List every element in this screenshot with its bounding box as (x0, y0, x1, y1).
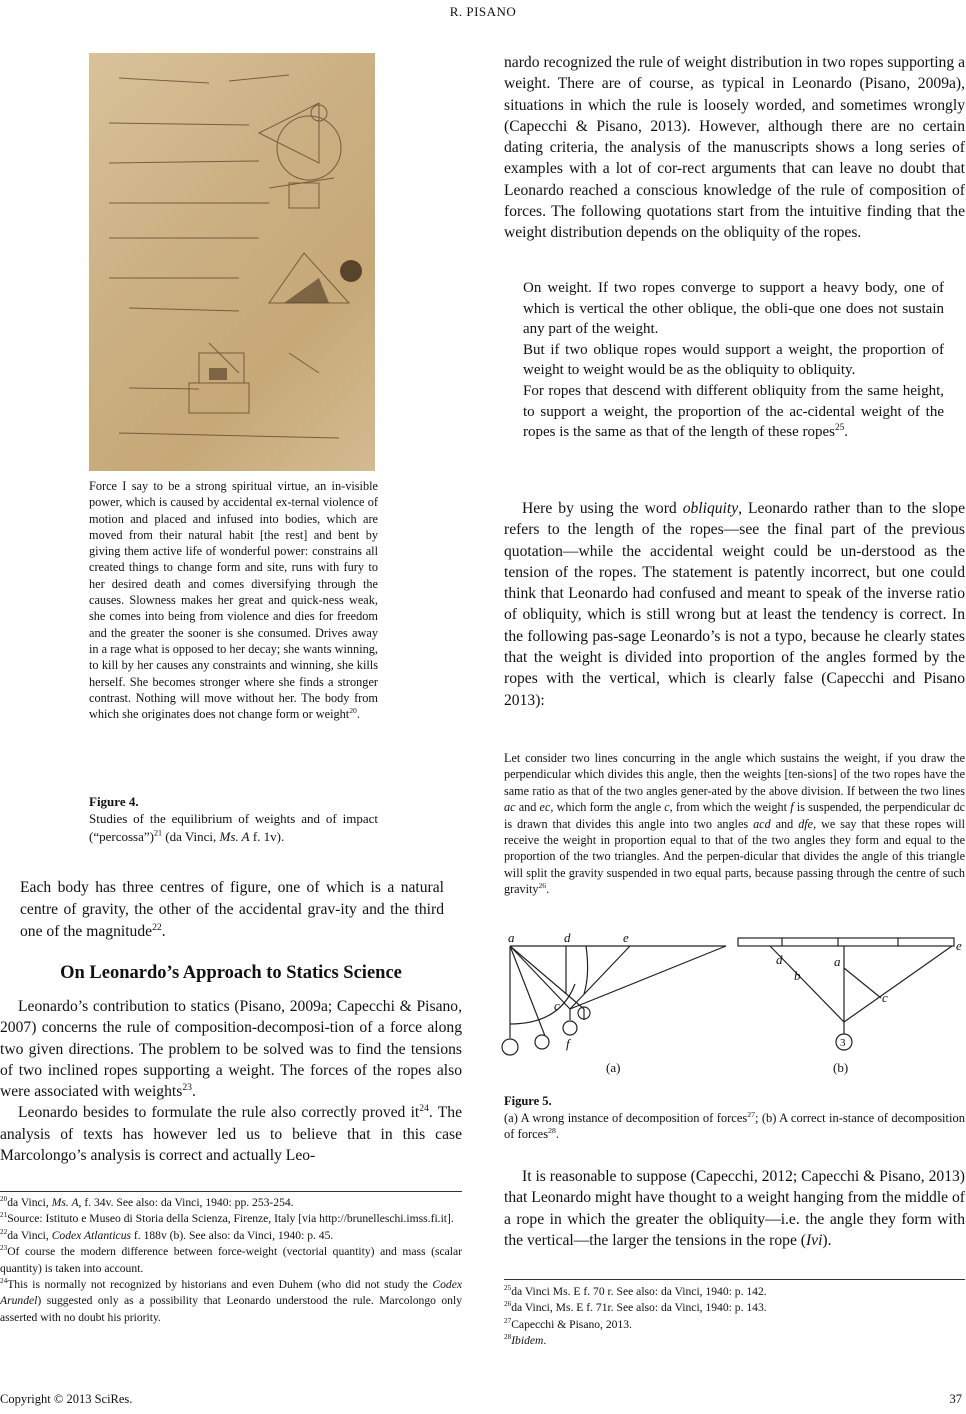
footnote-rule-right (504, 1279, 965, 1280)
fig5a-label-c: c (554, 998, 560, 1013)
footnote-27: $^{27}$Capecchi & Pisano, 2013. (504, 1316, 632, 1331)
footnote-28: $^{28}$Ibidem. (504, 1333, 547, 1348)
figure4-quote: Force I say to be a strong spiritual virtue, an in-visible power, which is caused by accidental ex-ternal violence of motion and placed and infused into bodies, which are moved from their natural habit [the rest] and bent by giving them active life of wonderful power: constrains all created things to change form and site, runs with fury to her desired death and comes diversifying through the causes. Slowness makes her great and quick-ness weak, she comes into being from violence and dies for freedom and the greater the sooner is she consumed. Drives away in a rage what is opposed to her decay; she wants winning, to kill by her causes any constraints and winning, she kills herself. She becomes stronger where she finds a stronger contrast. Nothing will move without her. The body from which she originates does not change form or weight$^{20}$. (89, 479, 378, 722)
fig5b-label-e: e (956, 938, 962, 953)
footnote-25: $^{25}$da Vinci Ms. E f. 70 r. See also: da Vinci, 1940: p. 142. (504, 1284, 767, 1298)
figure4-manuscript-image (89, 53, 375, 471)
small-quote: Let consider two lines concurring in the angle which sustains the weight, if you draw the perpendicular which divides this angle, then the weights [ten-sions] of the two ropes have the same ratio as that of the two angles gener-ated by the above division. If between the two lines ac and ec, which form the angle c, from which the weight f is suspended, the perpendicular dc is drawn that divides this angle into two angles acd and dfe, we say that these ropes will receive the weight in proportion equal to that of the two angles they form and equal to the proportion of the two triangles. And the perpen-dicular that divides the angle of this triangle will split the gravity suspended in two equal parts, because passing through the centre of such gravity$^{26}$. (504, 751, 965, 897)
left-footnotes (0, 1195, 462, 1326)
left-body: Leonardo’s contribution to statics (Pisano, 2009a; Capecchi & Pisano, 2007) concerns the rule of composition-decomposi-tion of a force along two given directions. The problem to be solved was to find the tensions of two inclined ropes supporting a weight. The forces of the ropes also were associated with weights$^{23}$. Leonardo besides to formulate the rule also correctly proved $it^{24}$. The analysis of texts has however led us to believe that in this case Marcolongo’s analysis is correct and actually Leo- (0, 998, 462, 1165)
footnote-23: $^{23}$Of course the modern difference between force-weight (vectorial quantity) and mass (scalar quantity) is taken into account. (0, 1244, 462, 1275)
block-quote-weight: On weight. If two ropes converge to support a heavy body, one of which is vertical the other oblique, the obli-que one does not sustain any part of the weight. But if two oblique ropes would support a weight, the proportion of weight to weight would be as the obliquity to obliquity. For ropes that descend with different obliquity from the same height, to support a weight, the proportion of the ac-cidental weight of the ropes is the same as that of the length of these ropes$^{25}$. (523, 280, 944, 441)
footnote-21: $^{21}$Source: Istituto e Museo di Storia della Scienza, Firenze, Italy [via http://brunelleschi.imss.fi.it]. (0, 1211, 454, 1226)
fig5b-label-a: a (834, 954, 841, 969)
footnote-22: $^{22}$da Vinci, Codex Atlanticus f. 188v (b). See also: da Vinci, 1940: p. 45. (0, 1227, 334, 1242)
fig5a-label-e: e (623, 930, 629, 945)
fig5-sub-b: (b) (833, 1060, 849, 1075)
fig5a-label-f: f (566, 1036, 570, 1051)
manuscript-sketch (89, 53, 375, 471)
footnote-20: $^{20}$da Vinci, Ms. A, f. 34v. See also: da Vinci, 1940: pp. 253-254. (0, 1195, 294, 1209)
figure5b-diagram (738, 938, 954, 1050)
footnote-26: $^{26}$da Vinci, Ms. E f. 71r. See also: da Vinci, 1940: p. 143. (504, 1300, 767, 1315)
right-top-paragraph: nardo recognized the rule of weight distribution in two ropes supporting a weight. There are of course, as typical in Leonardo (Pisano, 2009a), situations in which the rule is loosely worded, and sometimes wrongly (Capecchi & Pisano, 2013). However, although there are no certain dating criteria, the analysis of the manuscripts shows a long series of examples with a lot of cor-rect arguments that can leave no doubt that Leonardo reached a conscious knowledge of the rule of composition of forces. The following quotations start from the intuitive finding that the weight distribution depends on the obliquity of the ropes. (504, 54, 965, 242)
figure5a-diagram (502, 946, 726, 1055)
footer-copyright: Copyright © 2013 SciRes. (0, 1392, 133, 1406)
fig5b-label-c: c (882, 990, 888, 1005)
right-mid-paragraph: Here by using the word obliquity, Leonardo rather than to the slope refers to the length of the ropes—see the final part of the previous quotation—while the accidental weight could be un-derstood as the tension of the ropes. The statement is patently incorrect, but one could think that Leonardo had confused and meant to speak of the inverse ratio of obliquity, which is still wrong but at least the tendency is correct. In the following pas-sage Leonardo’s is not a typo, because he clearly states that the weight is divided into proportion of the angles formed by the ropes with the vertical, which is clearly false (Capecchi and Pisano 2013): (504, 500, 965, 709)
figure5-caption: Figure 5. (a) A wrong instance of decomposition of forces$^{27}$; (b) A correct in-stance of decomposition of forces$^{28}$. (504, 1094, 965, 1141)
footer-page-number: 37 (949, 1392, 962, 1406)
fig5b-weight-label: 3 (840, 1037, 846, 1049)
fig5b-label-d: d (776, 952, 783, 967)
right-bottom-paragraph: It is reasonable to suppose (Capecchi, 2012; Capecchi & Pisano, 2013) that Leonardo might have thought to a weight hanging from the middle of a rope in which the greater the obliquity—i.e. the angle they form with the vertical—the larger the tensions in the rope (Ivi). (504, 1168, 965, 1249)
fig5a-label-d: d (564, 930, 571, 945)
fig5a-label-a: a (508, 930, 515, 945)
footnote-rule-left (0, 1191, 462, 1192)
footnote-24: $^{24}$This is normally not recognized by historians and even Duhem (who did not study the Codex Arundel) suggested only as a possibility that Leonardo understood the rule. Marcolongo only asserted with no doubt his priority. (0, 1277, 462, 1324)
figure5-diagrams (500, 924, 966, 1084)
right-footnotes (504, 1284, 965, 1350)
centres-paragraph: Each body has three centres of figure, one of which is a natural centre of gravity, the other of the accidental grav-ity and the third one of the magnitude$^{22}$. (20, 879, 444, 940)
figure5-label: Figure 5. (504, 1094, 552, 1108)
section-title: On Leonardo’s Approach to Statics Science (60, 963, 402, 983)
figure4-caption: Figure 4. Studies of the equilibrium of weights and of impact (“percossa”)$^{21}$ (da Vinci, Ms. A f. 1v). (89, 794, 378, 845)
fig5-sub-a: (a) (606, 1060, 621, 1075)
running-header: R. PISANO (449, 4, 517, 19)
fig5b-label-b: b (794, 968, 801, 983)
figure4-label: Figure 4. (89, 794, 139, 809)
